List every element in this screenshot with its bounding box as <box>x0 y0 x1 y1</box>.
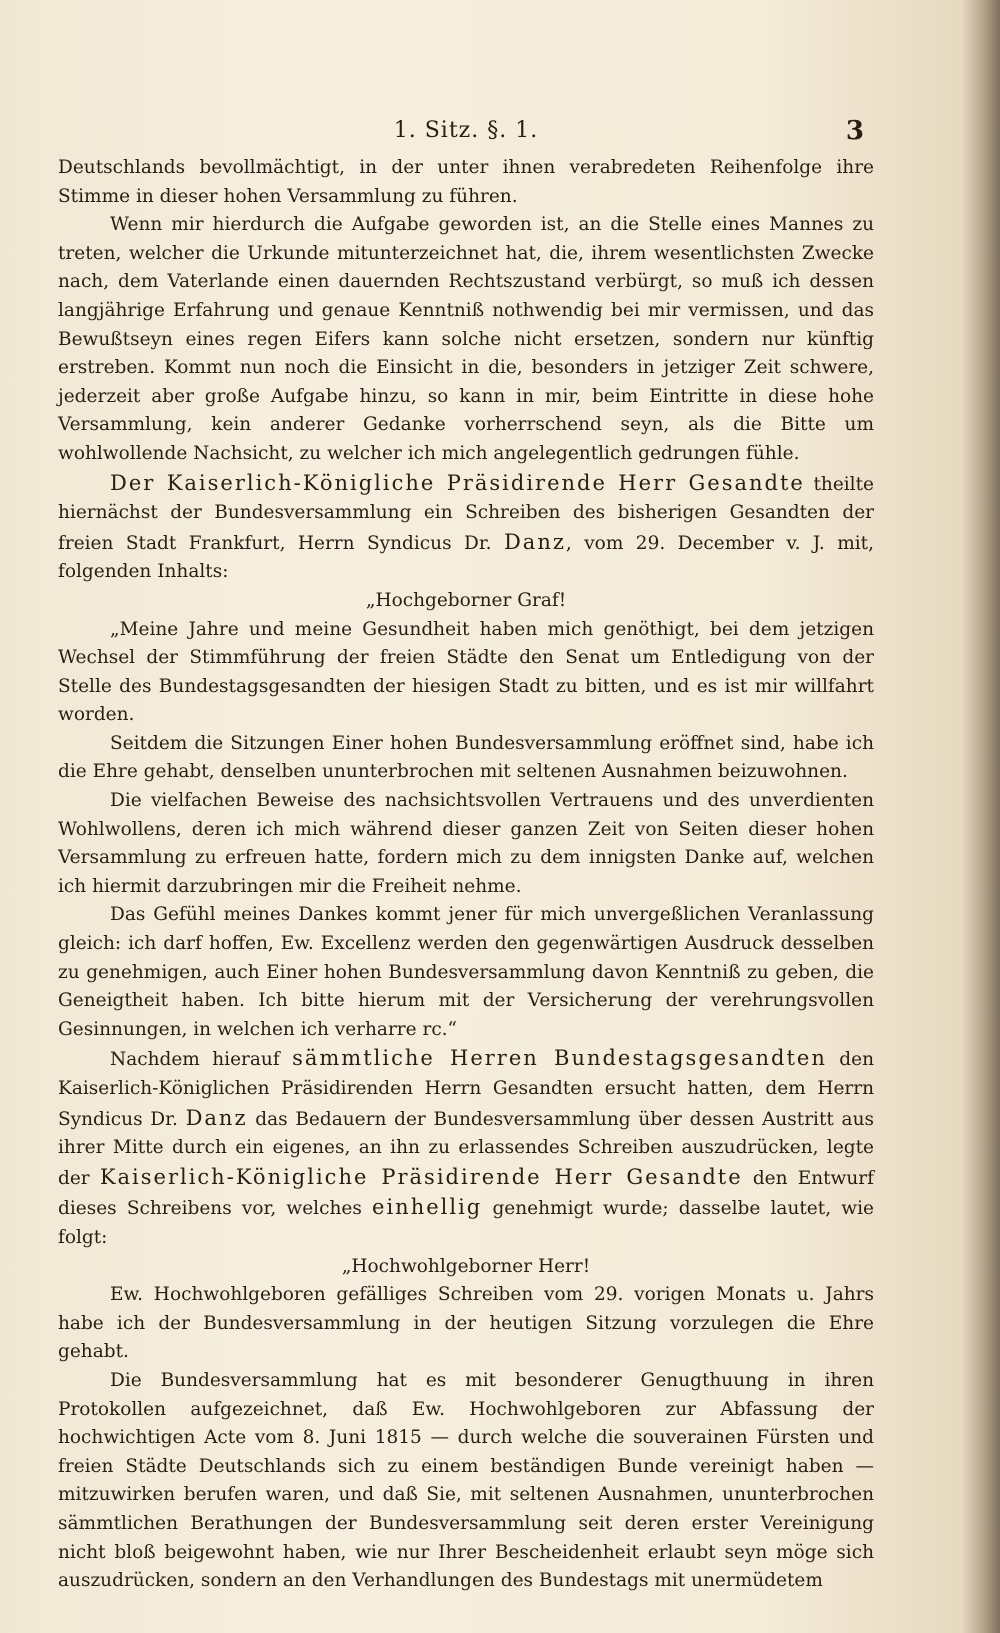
text-run: „Hochgeborner Graf! <box>365 589 567 611</box>
book-gutter <box>960 0 1000 1633</box>
paragraph <box>58 901 874 1044</box>
page-number: 3 <box>845 116 864 146</box>
text-run: Nachdem hierauf <box>110 1049 293 1071</box>
running-head: 1. Sitz. §. 1. <box>393 118 539 143</box>
spaced-text: Danz <box>503 529 566 554</box>
page-header <box>58 116 874 154</box>
page-body <box>58 154 874 1596</box>
text-run: den Entwurf dieses Schreibens vor, welches <box>58 1167 875 1220</box>
text-run: theilte hiernächst der Bundesversammlung ein Schreiben des bisherigen Gesandten der freien Stadt Frankfurt, Herrn Syndicus Dr. <box>58 473 874 554</box>
text-run: „Meine Jahre und meine Gesundheit haben mich genöthigt, bei dem jetzigen Wechsel der Stimmführung der freien Städte den Senat um Entledigung von der Stelle des Bundestagsgesandten der hiesigen Stadt zu bitten, und es ist mir willfahrt worden. <box>58 618 874 726</box>
spaced-text: Der Kaiserlich-Königliche Präsidirende Herr Gesandte <box>110 470 805 495</box>
paragraph <box>58 787 874 901</box>
paragraph <box>58 1044 874 1252</box>
text-run: Seitdem die Sitzungen Einer hohen Bundesversammlung eröffnet sind, habe ich die Ehre gehabt, denselben ununterbrochen mit seltenen Ausnahmen beizuwohnen. <box>58 732 874 783</box>
paragraph <box>58 587 874 616</box>
text-run: , vom 29. December v. J. mit, folgenden Inhalts: <box>58 532 874 583</box>
text-run: Die Bundesversammlung hat es mit besonderer Genugthuung in ihren Protokollen aufgezeichnet, daß Ew. Hochwohlgeboren zur Abfassung der hochwichtigen Acte vom 8. Juni 1815 — durch welche die souverainen Fürsten und freien Städte Deutschlands sich zu einem beständigen Bunde vereinigt haben — mitzuwirken berufen waren, und daß Sie, mit seltenen Ausnahmen, ununterbrochen sämmtlichen Berathungen der Bundesversammlung seit deren erster Vereinigung nicht bloß beigewohnt haben, wie nur Ihrer Bescheidenheit erlaubt seyn möge sich auszudrücken, sondern an den Verhandlungen des Bundestags mit unermüdetem <box>58 1369 874 1592</box>
text-run: Die vielfachen Beweise des nachsichtsvollen Vertrauens und des unverdienten Wohlwollens, deren ich mich während dieser ganzen Zeit von Seiten dieser hohen Versammlung zu erfreuen hatte, fordern mich zu dem innigsten Danke auf, welchen ich hiermit darzubringen mir die Freiheit nehme. <box>58 790 874 897</box>
text-run: Ew. Hochwohlgeboren gefälliges Schreiben vom 29. vorigen Monats u. Jahrs habe ich der Bundesversammlung in der heutigen Sitzung vorzulegen die Ehre gehabt. <box>58 1284 874 1363</box>
text-run: Deutschlands bevollmächtigt, in der unter ihnen verabredeten Reihenfolge ihre Stimme in dieser hohen Versammlung zu führen. <box>58 157 874 207</box>
paragraph <box>58 469 874 587</box>
paragraph <box>58 730 874 787</box>
text-run: Das Gefühl meines Dankes kommt jener für mich unvergeßlichen Veranlassung gleich: ich darf hoffen, Ew. Excellenz werden den gegenwärtigen Ausdruck desselben zu genehmigen, auch Einer hohen Bundesversammlung davon Kenntniß zu geben, die Geneigtheit haben. Ich bitte hierum mit der Versicherung der verehrungsvollen Gesinnungen, in welchen ich verharre rc.“ <box>58 904 874 1040</box>
text-run: Wenn mir hierdurch die Aufgabe geworden ist, an die Stelle eines Mannes zu treten, welcher die Urkunde mitunterzeichnet hat, die, ihrem wesentlichsten Zwecke nach, dem Vaterlande einen dauernden Rechtszustand verbürgt, so muß ich dessen langjährige Erfahrung und genaue Kenntniß nothwendig bei mir vermissen, und das Bewußtseyn eines regen Eifers kann solche nicht ersetzen, sondern nur künftig erstreben. Kommt nun noch die Einsicht in die, besonders in jetziger Zeit schwere, jederzeit aber große Aufgabe hinzu, so kann in mir, beim Eintritte in diese hohe Versammlung, kein anderer Gedanke vorherrschend seyn, als die Bitte um wohlwollende Nachsicht, zu welcher ich mich angelegentlich gedrungen fühle. <box>58 214 874 464</box>
spaced-text: Danz <box>185 1105 248 1130</box>
paragraph <box>58 1253 874 1282</box>
spaced-text: einhellig <box>372 1195 483 1220</box>
text-run: den Kaiserlich-Königlichen Präsidirenden Herrn Gesandten ersucht hatten, dem Herrn Syndicus Dr. <box>58 1049 874 1130</box>
text-run: das Bedauern der Bundesversammlung über dessen Austritt aus ihrer Mitte durch ein eigenes, an ihn zu erlassendes Schreiben auszudrücken, legte der <box>58 1108 874 1189</box>
spaced-text: Kaiserlich-Königliche Präsidirende Herr Gesandte <box>99 1164 743 1189</box>
paragraph <box>58 616 874 730</box>
text-run: genehmigt wurde; dasselbe lautet, wie folgt: <box>58 1198 874 1248</box>
paragraph <box>58 154 874 211</box>
spaced-text: sämmtliche Herren Bundestagsgesandten <box>292 1046 827 1071</box>
paragraph <box>58 211 874 468</box>
paragraph <box>58 1281 874 1367</box>
paragraph <box>58 1367 874 1596</box>
text-run: „Hochwohlgeborner Herr! <box>341 1255 591 1277</box>
